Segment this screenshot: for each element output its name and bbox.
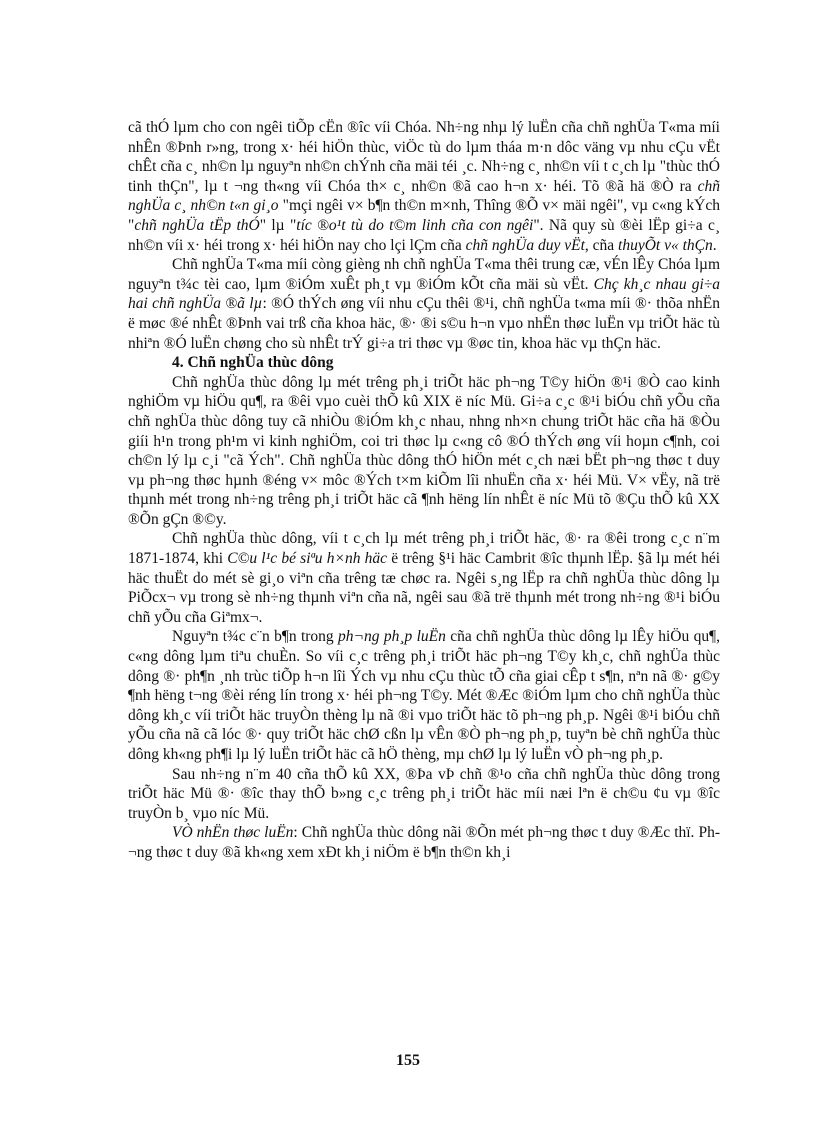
section-heading <box>128 353 720 373</box>
paragraph <box>128 627 720 764</box>
paragraph <box>128 255 720 353</box>
italic-text: Chç kh¸c nhau gi÷a hai chñ nghÜa ®ã lµ <box>128 275 721 313</box>
italic-text: C©u l¹c bé siªu h×nh häc <box>227 550 388 568</box>
text-run: Sau nh÷ng n¨m 40 cña thÕ kû XX, ®Þa vÞ chñ ®¹o cña chñ nghÜa thùc dông trong triÕt häc Mü ®· ®îc thay thÕ b»ng c¸c trêng ph¸i triÕt häc míi næi lªn ë ch©u ¢u vµ ®îc truyÒn b¸ vµo níc Mü. <box>128 765 720 822</box>
text-run: Chñ nghÜa T«ma míi còng gièng nh chñ nghÜa T«ma thêi trung cæ, vÉn lÊy Chóa lµm nguyªn t¾c tèi cao, lµm ®iÓm xuÊt ph¸t vµ ®iÓm kÕt cña mäi sù vËt. <box>128 256 720 293</box>
text-run: : Chñ nghÜa thùc dông nãi ®Õn mét ph¬ng thøc t duy ®Æc thï. Ph¬ng thøc t duy ®ã kh«ng xem xÐt kh¸i niÖm ë b¶n th©n kh¸i <box>128 824 720 861</box>
text-run: "mçi ngêi v× b¶n th©n m×nh, Thîng ®Õ v× mäi ngêi", vµ c«ng kÝch " <box>128 197 720 234</box>
text-run: cña chñ nghÜa thùc dông lµ lÊy hiÖu qu¶, c«ng dông lµm tiªu chuÈn. So víi c¸c trêng ph¸i triÕt häc ph¬ng T©y kh¸c, chñ nghÜa thùc dông ®· ph¶n ¸nh trùc tiÕp h¬n lîi Ých vµ nhu cÇu thùc tÕ cña giai cÊp t s¶n, nªn nã ®· g©y ¶nh hëng t¬ng ®èi réng lín trong x· héi ph¬ng T©y. Mét ®Æc ®iÓm lµm cho chñ nghÜa thùc dông kh¸c víi triÕt häc truyÒn thèng lµ nã ®i vµo triÕt häc tõ ph¬ng ph¸p. Ngêi ®¹i biÓu chñ yÕu cña nã cã lóc ®· quy triÕt häc chØ cßn lµ vÊn ®Ò ph¬ng ph¸p, tuyªn bè chñ nghÜa thùc dông kh«ng ph¶i lµ lý luËn triÕt häc cã hÖ thèng, mµ chØ lµ lý luËn vÒ ph¬ng ph¸p. <box>128 628 720 763</box>
italic-text: ph¬ng ph¸p luËn <box>338 628 446 646</box>
text-run: : ®Ó thÝch øng víi nhu cÇu thêi ®¹i, chñ nghÜa t«ma míi ®· thõa nhËn ë møc ®é nhÊt ®Þnh vai trß cña khoa häc, ®· ®i s©u h¬n vµo nhËn thøc luËn vµ triÕt häc tù nhiªn ®Ó luËn chøng cho sù nhÊt trÝ gi÷a tri thøc vµ ®øc tin, khoa häc vµ thÇn häc. <box>128 295 720 352</box>
italic-text: tíc ®o¹t tù do t©m linh cña con ngêi <box>296 216 534 234</box>
text-run: Chñ nghÜa thùc dông lµ mét trêng ph¸i triÕt häc ph¬ng T©y hiÖn ®¹i ®Ò cao kinh nghiÖm vµ hiÖu qu¶, ra ®êi vµo cuèi thÕ kû XIX ë níc Mü. Gi÷a c¸c ®¹i biÓu chñ yÕu cña chñ nghÜa thùc dông tuy cã nhiÒu ®iÓm kh¸c nhau, nhng nh×n chung triÕt häc cña hä ®Òu giíi h¹n trong ph¹m vi kinh nghiÖm, coi tri thøc lµ c«ng cô ®Ó thÝch øng víi hoµn c¶nh, coi ch©n lý lµ c¸i "cã Ých". Chñ nghÜa thùc dông thÓ hiÖn mét c¸ch næi bËt ph¬ng thøc t duy vµ ph¬ng thøc hµnh ®éng v× môc ®Ých t×m kiÕm lîi nhuËn cña x· héi Mü. V× vËy, nã trë thµnh mét trong nh÷ng trêng ph¸i triÕt häc cã ¶nh hëng lín nhÊt ë níc Mü tõ ®Çu thÕ kû XX ®Õn gÇn ®©y. <box>128 373 720 528</box>
text-run: 4. Chñ nghÜa thùc dông <box>172 354 334 372</box>
document-body <box>128 118 720 863</box>
italic-text: thuyÕt v« thÇn <box>618 236 713 254</box>
text-run: ë trêng §¹i häc Cambrit ®îc thµnh lËp. §ã lµ mét héi häc thuËt do mét sè gi¸o viªn cña trêng tæ chøc ra. Ngêi s¸ng lËp ra chñ nghÜa thùc dông lµ PiÕcx¬ vµ trong sè nh÷ng thµnh viªn cña nã, ngêi sau ®ã trë thµnh mét trong nh÷ng ®¹i biÓu chñ yÕu cña Giªmx¬. <box>128 550 721 626</box>
italic-text: chñ nghÜa tËp thÓ <box>134 216 260 234</box>
text-run: Chñ nghÜa thùc dông, víi t c¸ch lµ mét trêng ph¸i triÕt häc, ®· ra ®êi trong c¸c n¨m 1871-1874, khi <box>128 530 720 568</box>
paragraph <box>128 765 720 824</box>
page-number: 155 <box>396 1052 420 1069</box>
paragraph <box>128 118 720 255</box>
italic-text: VÒ nhËn thøc luËn <box>172 824 294 842</box>
italic-text: chñ nghÜa c¸ nh©n t«n gi¸o <box>128 177 720 215</box>
text-run: cã thÓ lµm cho con ngêi tiÕp cËn ®îc víi Chóa. Nh÷ng nhµ lý luËn cña chñ nghÜa T«ma míi nhÊn ®Þnh r»ng, trong x· héi hiÖn thùc, viÖc tù do lµm tháa m·n dôc väng vµ nhu cÇu vËt chÊt cña c¸ nh©n lµ nguyªn nh©n chÝnh cña mäi téi ¸c. Nh÷ng c¸ nh©n víi t c¸ch lµ "thùc thÓ tinh thÇn", lµ t ¬ng th«ng víi Chóa th× c¸ nh©n ®ã cao h¬n x· héi. Tõ ®ã hä ®Ò ra <box>128 119 720 195</box>
text-run: , cña <box>584 236 619 254</box>
paragraph <box>128 529 720 627</box>
text-run: . <box>712 236 717 254</box>
text-run: Nguyªn t¾c c¨n b¶n trong <box>172 628 339 646</box>
paragraph <box>128 373 720 530</box>
text-run: ". Nã quy sù ®èi lËp gi÷a c¸ nh©n víi x· héi trong x· héi hiÖn nay cho lçi lÇm cña <box>128 216 721 254</box>
italic-text: chñ nghÜa duy vËt <box>465 236 585 254</box>
paragraph <box>128 823 720 862</box>
text-run: " lµ " <box>259 216 297 234</box>
